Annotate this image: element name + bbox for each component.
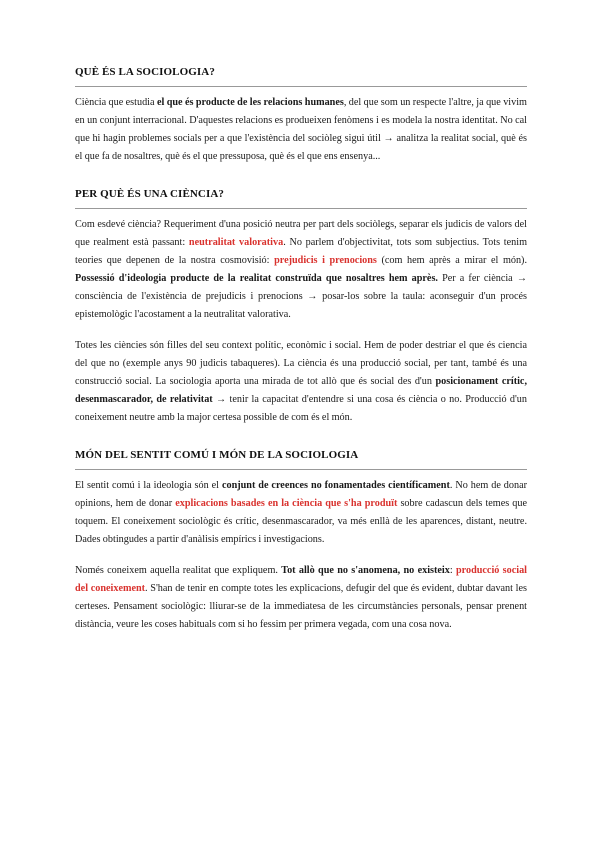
section-title: PER QUÈ ÉS UNA CIÈNCIA? [75,188,224,200]
bold-text: conjunt de creences no fonamentades científicament [221,480,450,491]
bold-text: el que és producte de les relacions humanes [156,97,344,108]
paragraph [75,337,527,427]
text-run: Com esdevé ciència? Requeriment d'una posició neutra per part dels sociòlegs, separar els judicis de valors del que realment està passant: [75,219,527,248]
text-run: sobre cadascun dels temes que toquem. El coneixement sociològic és crític, desenmascarador, va més enllà de les aparences, distant, neutre. Dades obtingudes a partir d'anàlisis empírics i investigacions. [75,498,527,545]
bold-text: Possessió d'ideologia producte de la realitat construïda que nosaltres hem après. [75,273,438,284]
paragraph [75,562,527,634]
section-divider [75,86,527,87]
text-run: , del que som un respecte l'altre, ja que vivim en un conjunt interracional. D'aquestes relacions es produeixen fenòmens i es modela la nostra identitat. No cal que hi hagin problemes socials per a que l'existència del sociòleg sigui útil → analitza la realitat social, què és el que fa de nosaltres, què és el que pressuposa, què és el que ens ensenya... [75,97,527,162]
section-divider [75,469,527,470]
text-run: . No parlem d'objectivitat, tots som subjectius. Tots tenim teories que depenen de la nostra cosmovisió: [75,237,527,266]
text-run: → tenir la capacitat d'entendre si una cosa és ciència o no. Producció d'un coneixement neutre amb la major certesa possible de com és el món. [75,394,527,423]
document-content [75,66,527,656]
section-title: QUÈ ÉS LA SOCIOLOGIA? [75,66,215,78]
bold-text: Tot allò que no s'anomena, no existeix [281,565,450,576]
text-run: Per a fer ciència → consciència de l'existència de prejudicis i prenocions → posar-los sobre la taula: aconseguir d'un procés epistemològic l'acostament a la neutralitat valorativa. [75,273,528,320]
highlight-text: producció social del coneixement [75,565,528,594]
highlight-text: prejudicis i prenocions [274,255,377,266]
highlight-text: neutralitat valorativa [188,237,284,248]
text-run: Només coneixem aquella realitat que expliquem. [75,565,282,576]
text-run: (com hem après a mirar el món). [376,255,527,266]
text-run: Totes les ciències són filles del seu context polític, econòmic i social. Hem de poder destriar el que és ciencia del que no (exemple anys 90 judicis tabaqueres). La ciència és una producció social, per tant, també és una construcció social. La sociologia aporta una mirada de tot allò que és social des d'un [75,340,527,387]
text-run: El sentit comú i la ideologia són el [75,480,222,491]
section-divider [75,208,527,209]
section-mon-sentit-comu [75,449,527,634]
text-run: Ciència que estudia [75,97,157,108]
section-que-es-sociologia [75,66,527,166]
paragraph [75,477,527,549]
paragraph [75,216,527,324]
text-run: : [449,565,456,576]
text-run: . S'han de tenir en compte totes les explicacions, defugir del que és evident, dubtar davant les certeses. Pensament sociològic: lliurar-se de la immediatesa de les circumstàncies personals, pensar prenent distància, veure les coses habituals com si ho fessim per primera vegada, com una cosa nova. [75,583,527,630]
text-run: . No hem de donar opinions, hem de donar [75,480,527,509]
highlight-text: explicacions basades en la ciència que s'ha produït [175,498,398,509]
paragraph [75,94,527,166]
section-per-que-ciencia [75,188,527,427]
bold-text: posicionament crític, desenmascarador, de relativitat [75,376,527,405]
section-title: MÓN DEL SENTIT COMÚ I MÓN DE LA SOCIOLOGIA [75,449,359,461]
